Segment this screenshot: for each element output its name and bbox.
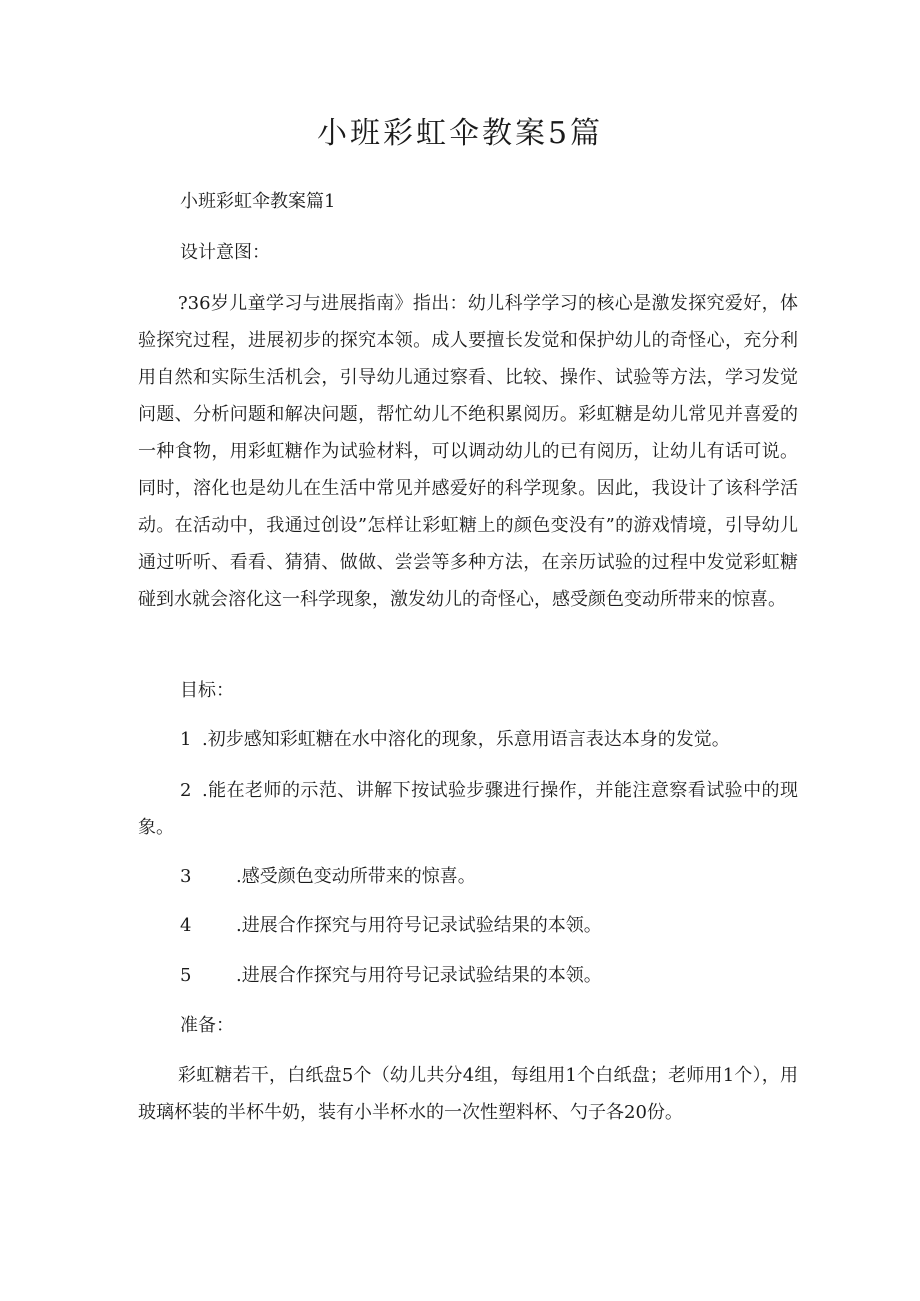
goal-item-2 — [138, 772, 798, 846]
goal-number: 4 — [180, 915, 192, 936]
design-intent-paragraph: ?36岁儿童学习与进展指南》指出：幼儿科学学习的核心是激发探究爱好，体验探究过程，进展初步的探究本领。成人要擅长发觉和保护幼儿的奇怪心，充分利用自然和实际生活机会，引导幼儿通过察看、比较、操作、试验等方法，学习发觉问题、分析问题和解决问题，帮忙幼儿不绝积累阅历。彩虹糖是幼儿常见并喜爱的一种食物，用彩虹糖作为试验材料，可以调动幼儿的已有阅历，让幼儿有话可说。同时，溶化也是幼儿在生活中常见并感爱好的科学现象。因此，我设计了该科学活动。在活动中，我通过创设”怎样让彩虹糖上的颜色变没有”的游戏情境，引导幼儿通过听听、看看、猜猜、做做、尝尝等多种方法，在亲历试验的过程中发觉彩虹糖碰到水就会溶化这一科学现象，激发幼儿的奇怪心，感受颜色变动所带来的惊喜。 — [138, 293, 798, 610]
prep-paragraph: 彩虹糖若干，白纸盘5个（幼儿共分4组，每组用1个白纸盘；老师用1个），用玻璃杯装的半杯牛奶，装有小半杯水的一次性塑料杯、勺子各20份。 — [138, 1065, 798, 1123]
goal-number: 1 — [180, 729, 192, 750]
goal-item-3 — [180, 865, 476, 889]
goal-item-4 — [180, 914, 602, 938]
prep-label: 准备： — [180, 1015, 234, 1036]
goal-text: .感受颜色变动所带来的惊喜。 — [236, 866, 476, 887]
goal-text: .能在老师的示范、讲解下按试验步骤进行操作，并能注意察看试验中的现象。 — [138, 780, 798, 838]
section-heading: 小班彩虹伞教案篇1 — [180, 191, 336, 212]
goal-number: 2 — [180, 780, 192, 801]
goal-text: .进展合作探究与用符号记录试验结果的本领。 — [236, 965, 602, 986]
design-intent-label: 设计意图： — [180, 242, 270, 263]
goal-number: 5 — [180, 965, 192, 986]
goal-text: .初步感知彩虹糖在水中溶化的现象，乐意用语言表达本身的发觉。 — [202, 729, 730, 750]
goals-label: 目标： — [180, 680, 234, 701]
goal-item-5 — [180, 964, 602, 988]
document-title: 小班彩虹伞教案5篇 — [316, 116, 604, 151]
goal-item-1 — [180, 728, 730, 752]
goal-text: .进展合作探究与用符号记录试验结果的本领。 — [236, 915, 602, 936]
goal-number: 3 — [180, 866, 192, 887]
